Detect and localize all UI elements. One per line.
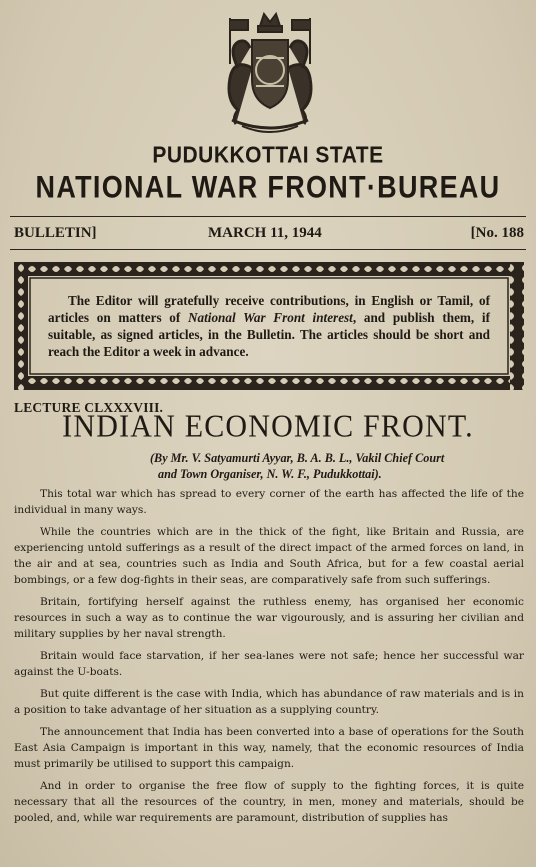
bulletin-info-row xyxy=(12,223,524,245)
article-byline xyxy=(150,450,450,482)
bulletin-date: MARCH 11, 1944 xyxy=(208,225,322,241)
article-title: INDIAN ECONOMIC FRONT. xyxy=(62,409,474,444)
editor-notice-box xyxy=(14,262,524,390)
article-paragraph: This total war which has spread to every corner of the earth has affected the life of the individual in many ways. xyxy=(14,488,524,516)
notice-text-italic: National War Front interest xyxy=(188,310,353,325)
lecture-number: LECTURE CLXXXVIII. xyxy=(14,400,164,415)
article-paragraph: The announcement that India has been converted into a base of operations for the South East Asia Campaign is important in this way, namely, that the economic resources of India must primarily be utilised to support this campaign. xyxy=(14,726,524,770)
byline-line-1: (By Mr. V. Satyamurti Ayyar, B. A. B. L., Vakil Chief Court xyxy=(150,451,445,465)
article-body xyxy=(14,486,524,832)
bulletin-label: BULLETIN] xyxy=(14,225,97,241)
article-paragraph: Britain, fortifying herself against the ruthless enemy, has organised her economic resources in such a way as to continue the war vigourously, and is assuring her civilian and military supplies by her naval strength. xyxy=(14,596,524,640)
article-paragraph: And in order to organise the free flow of supply to the fighting forces, it is quite necessary that all the resources of the country, in men, money and materials, should be pooled, and, while war requirements are paramount, distribution of supplies has xyxy=(14,780,524,824)
article-paragraph: While the countries which are in the thick of the fight, like Britain and Russia, are experiencing untold sufferings as a result of the direct impact of the armed forces on land, in the air and at sea, countries such as India and South Africa, but for a few coastal aerial bombings, or a few dog-fights in their seas, are comparatively safe from such sufferings. xyxy=(14,526,524,586)
notice-text-start: The Editor will gratefully receive contributions, in English or Tamil, of articles on matters of xyxy=(48,293,490,325)
state-coat-of-arms-icon xyxy=(208,8,332,138)
byline-line-2: and Town Organiser, N. W. F., Pudukkottai). xyxy=(158,467,382,481)
bureau-name: NATIONAL WAR FRONT·BUREAU xyxy=(35,169,501,205)
article-paragraph: But quite different is the case with India, which has abundance of raw materials and is in a position to take advantage of her situation as a supplying country. xyxy=(14,688,524,716)
state-name: PUDUKKOTTAI STATE xyxy=(152,142,384,169)
notice-text-end: , and publish them, if suitable, as signed articles, in the Bulletin. The articles should be short and reach the Editor a week in advance. xyxy=(48,310,490,359)
bulletin-number: [No. 188 xyxy=(470,225,524,241)
article-paragraph: Britain would face starvation, if her sea-lanes were not safe; hence her successful war against the U-boats. xyxy=(14,650,524,678)
header-rule-top xyxy=(10,216,526,217)
header-rule-bottom xyxy=(10,249,526,250)
editor-notice-text xyxy=(48,292,490,360)
